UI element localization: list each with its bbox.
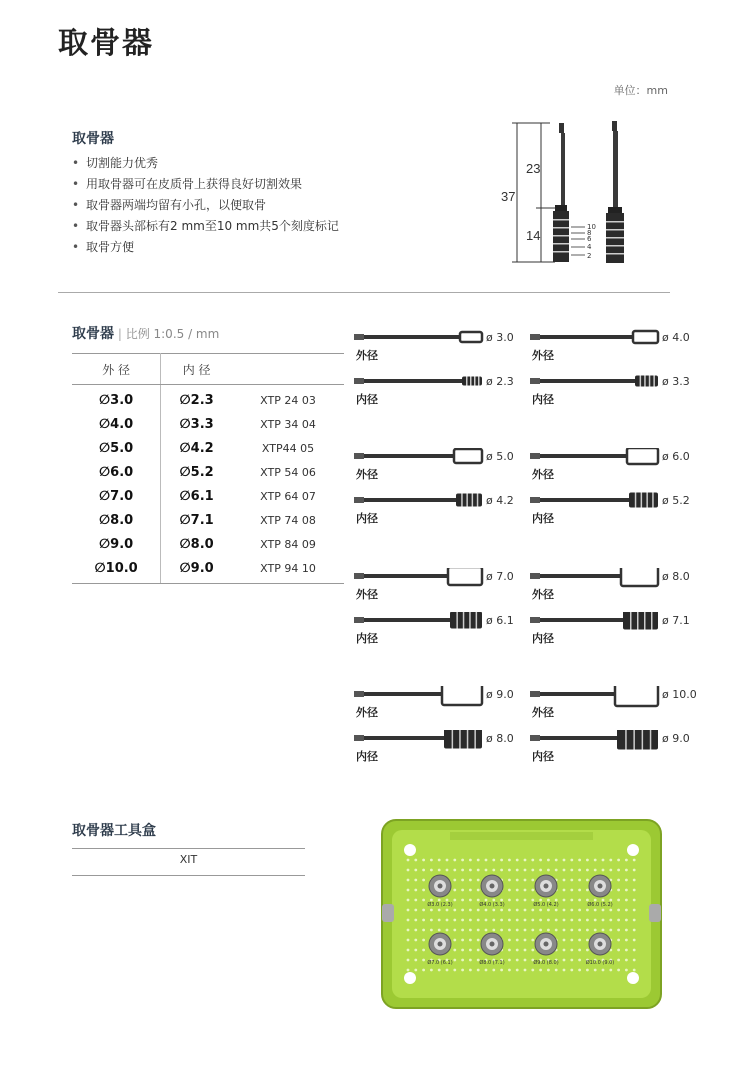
kit-divider-top xyxy=(72,848,305,849)
inner-diameter: ∅7.1 xyxy=(179,512,214,528)
trephine-outer-diameter: ø 3.0 xyxy=(486,331,514,344)
tray-slot-label: Ø10.0 (9.0) xyxy=(585,960,615,966)
outer-diameter: ∅5.0 xyxy=(72,436,161,460)
col-outer-diameter: 外 径 xyxy=(72,354,161,385)
outer-diameter: ∅4.0 xyxy=(72,412,161,436)
product-code: XTP 24 03 xyxy=(260,393,316,407)
table-row xyxy=(72,436,344,460)
trephine-outer xyxy=(530,452,710,480)
tray-slot xyxy=(427,875,452,908)
spec-table xyxy=(72,353,344,584)
trephine-shaft xyxy=(530,454,627,458)
tray-slot-label: Ø5.0 (4.2) xyxy=(533,902,559,908)
trephine-inner-diameter: ø 3.3 xyxy=(662,375,690,388)
outer-diameter: ∅6.0 xyxy=(72,460,161,484)
trephine-inner-label: 内径 xyxy=(356,632,378,645)
trephine-outer xyxy=(354,690,534,718)
outer-diameter: ∅9.0 xyxy=(72,532,161,556)
trephine-inner xyxy=(354,377,534,405)
trephine-outer-diameter: ø 8.0 xyxy=(662,570,690,583)
trephine-inner-label: 内径 xyxy=(356,750,378,763)
dim-total: 37 xyxy=(501,189,516,204)
trephine-head xyxy=(454,449,482,463)
trephine-shaft xyxy=(354,574,448,578)
table-row xyxy=(72,460,344,484)
tray-slot xyxy=(587,875,612,908)
trephine-inner-diameter: ø 9.0 xyxy=(662,732,690,745)
trephine-outer xyxy=(530,333,710,361)
trephine-outer-label: 外径 xyxy=(356,588,378,601)
tray-slot-label: Ø3.0 (2.3) xyxy=(427,902,453,908)
trephine-outer-diameter: ø 5.0 xyxy=(486,450,514,463)
kit-name: XIT xyxy=(179,853,198,866)
trephine-inner-diameter: ø 4.2 xyxy=(486,494,514,507)
col-inner-diameter: 内 径 xyxy=(161,354,232,385)
trephine-head xyxy=(448,568,482,585)
trephine-outer xyxy=(354,572,534,600)
trephine-inner xyxy=(530,616,710,644)
trephine-outer xyxy=(354,333,534,361)
trephine-inner-diameter: ø 5.2 xyxy=(662,494,690,507)
trephine-outer-label: 外径 xyxy=(356,349,378,362)
mark-8: 8 xyxy=(587,229,592,237)
product-code: XTP 74 08 xyxy=(260,513,316,527)
trephine-inner xyxy=(530,734,710,762)
trephine-head xyxy=(444,730,482,749)
tray-slot-label: Ø6.0 (5.2) xyxy=(587,902,613,908)
outer-diameter: ∅3.0 xyxy=(72,385,161,413)
product-code: XTP 64 07 xyxy=(260,489,316,503)
mark-4: 4 xyxy=(587,243,592,251)
trephine-shaft xyxy=(530,736,617,740)
kit-divider-bottom xyxy=(72,875,305,876)
trephine-inner-diameter: ø 6.1 xyxy=(486,614,514,627)
tray-slot xyxy=(533,933,558,966)
trephine-shaft xyxy=(354,379,462,383)
table-row xyxy=(72,532,344,556)
product-code: XTP 94 10 xyxy=(232,556,344,584)
trephine-outer-label: 外径 xyxy=(532,706,554,719)
trephine-shaft xyxy=(530,692,615,696)
trephine-inner xyxy=(530,496,710,524)
trephine-head xyxy=(617,730,658,750)
trephine-inner-label: 内径 xyxy=(532,393,554,406)
mark-10: 10 xyxy=(587,223,596,231)
feature-item: • 用取骨器可在皮质骨上获得良好切割效果 xyxy=(72,174,339,195)
trephine-inner-label: 内径 xyxy=(356,512,378,525)
trephine-shaft xyxy=(354,335,460,339)
trephine-inner xyxy=(354,496,534,524)
tray-slot xyxy=(479,875,504,908)
tray-slot xyxy=(533,875,558,908)
table-row xyxy=(72,385,344,413)
product-code: XTP 34 04 xyxy=(260,417,316,431)
inner-diameter: ∅5.2 xyxy=(179,464,214,480)
trephine-head xyxy=(627,448,658,464)
feature-list xyxy=(72,153,339,258)
trephine-outer-label: 外径 xyxy=(532,349,554,362)
trephine-shaft xyxy=(530,498,629,502)
outer-diameter: ∅7.0 xyxy=(72,484,161,508)
trephine-head xyxy=(623,612,658,630)
tray-inner xyxy=(392,830,651,998)
col-code xyxy=(232,354,344,385)
trephine-head xyxy=(615,686,658,706)
spec-title: 取骨器 xyxy=(72,326,114,342)
trephine-inner xyxy=(354,616,534,644)
inner-diameter: ∅6.1 xyxy=(179,488,214,504)
trephine-dimension-figure xyxy=(495,115,655,270)
trephine-head xyxy=(633,331,658,343)
unit-note: 单位：mm xyxy=(613,84,668,97)
spec-header: 取骨器 | 比例 1:0.5 / mm xyxy=(72,326,220,342)
scale-text: 比例 1:0.5 / mm xyxy=(125,327,220,341)
dim-upper: 23 xyxy=(526,161,541,176)
product-code: XTP44 05 xyxy=(261,441,315,455)
tray-slot-label: Ø4.0 (3.3) xyxy=(479,902,505,908)
trephine-outer-label: 外径 xyxy=(532,468,554,481)
trephine-shaft xyxy=(530,574,621,578)
inner-diameter: ∅9.0 xyxy=(161,556,232,584)
outer-diameter: ∅10.0 xyxy=(72,556,161,584)
trephine-inner-diameter: ø 7.1 xyxy=(662,614,690,627)
trephine-outer xyxy=(530,572,710,600)
product-title: 取骨器 xyxy=(72,131,114,147)
trephine-shaft xyxy=(530,335,633,339)
tray-slot xyxy=(427,933,452,966)
dim-head: 14 xyxy=(526,228,541,243)
trephine-shaft xyxy=(530,379,635,383)
outer-diameter: ∅8.0 xyxy=(72,508,161,532)
trephine-inner-diameter: ø 2.3 xyxy=(486,375,514,388)
trephine-inner xyxy=(530,377,710,405)
feature-item: • 取骨方便 xyxy=(72,237,339,258)
trephine-outer xyxy=(354,452,534,480)
tray-slot-label: Ø9.0 (8.0) xyxy=(533,960,559,966)
trephine-outer-diameter: ø 10.0 xyxy=(662,688,697,701)
kit-tray-image xyxy=(380,818,663,1010)
trephine-inner-label: 内径 xyxy=(356,393,378,406)
feature-item: • 取骨器头部标有2 mm至10 mm共5个刻度标记 xyxy=(72,216,339,237)
trephine-outer-label: 外径 xyxy=(356,468,378,481)
trephine-outer xyxy=(530,690,710,718)
trephine-outer-diameter: ø 4.0 xyxy=(662,331,690,344)
trephine-shaft xyxy=(354,692,442,696)
trephine-head xyxy=(450,612,482,629)
section-divider xyxy=(58,292,670,293)
product-code: XTP 54 06 xyxy=(260,465,316,479)
mark-6: 6 xyxy=(587,235,592,243)
feature-item: • 切割能力优秀 xyxy=(72,153,339,174)
trephine-outer-label: 外径 xyxy=(532,588,554,601)
trephine-shaft xyxy=(354,736,444,740)
trephine-outer-diameter: ø 9.0 xyxy=(486,688,514,701)
trephine-head xyxy=(460,332,482,342)
trephine-outer-diameter: ø 6.0 xyxy=(662,450,690,463)
trephine-shaft xyxy=(530,618,623,622)
trephine-head xyxy=(442,686,482,705)
trephine-outer-label: 外径 xyxy=(356,706,378,719)
inner-diameter: ∅2.3 xyxy=(179,392,214,408)
table-row xyxy=(72,508,344,532)
inner-diameter: ∅3.3 xyxy=(179,416,214,432)
inner-diameter: ∅8.0 xyxy=(179,536,214,552)
tray-slot xyxy=(479,933,504,966)
trephine-inner-label: 内径 xyxy=(532,632,554,645)
trephine-inner-label: 内径 xyxy=(532,750,554,763)
trephine-head xyxy=(621,568,658,586)
inner-diameter: ∅4.2 xyxy=(179,440,214,456)
feature-item: • 取骨器两端均留有小孔，以便取骨 xyxy=(72,195,339,216)
product-code: XTP 84 09 xyxy=(260,537,316,551)
mark-2: 2 xyxy=(587,252,592,260)
kit-title: 取骨器工具盒 xyxy=(72,823,156,839)
trephine-shaft xyxy=(354,618,450,622)
trephine-inner-diameter: ø 8.0 xyxy=(486,732,514,745)
table-row xyxy=(72,484,344,508)
trephine-outer-diameter: ø 7.0 xyxy=(486,570,514,583)
trephine-shaft xyxy=(354,498,456,502)
page-title: 取骨器 xyxy=(58,26,154,61)
trephine-inner xyxy=(354,734,534,762)
tray-slot-label: Ø7.0 (6.1) xyxy=(427,960,453,966)
trephine-inner-label: 内径 xyxy=(532,512,554,525)
table-row xyxy=(72,556,344,584)
table-row xyxy=(72,412,344,436)
trephine-shaft xyxy=(354,454,454,458)
tray-slot-label: Ø8.0 (7.1) xyxy=(479,960,505,966)
